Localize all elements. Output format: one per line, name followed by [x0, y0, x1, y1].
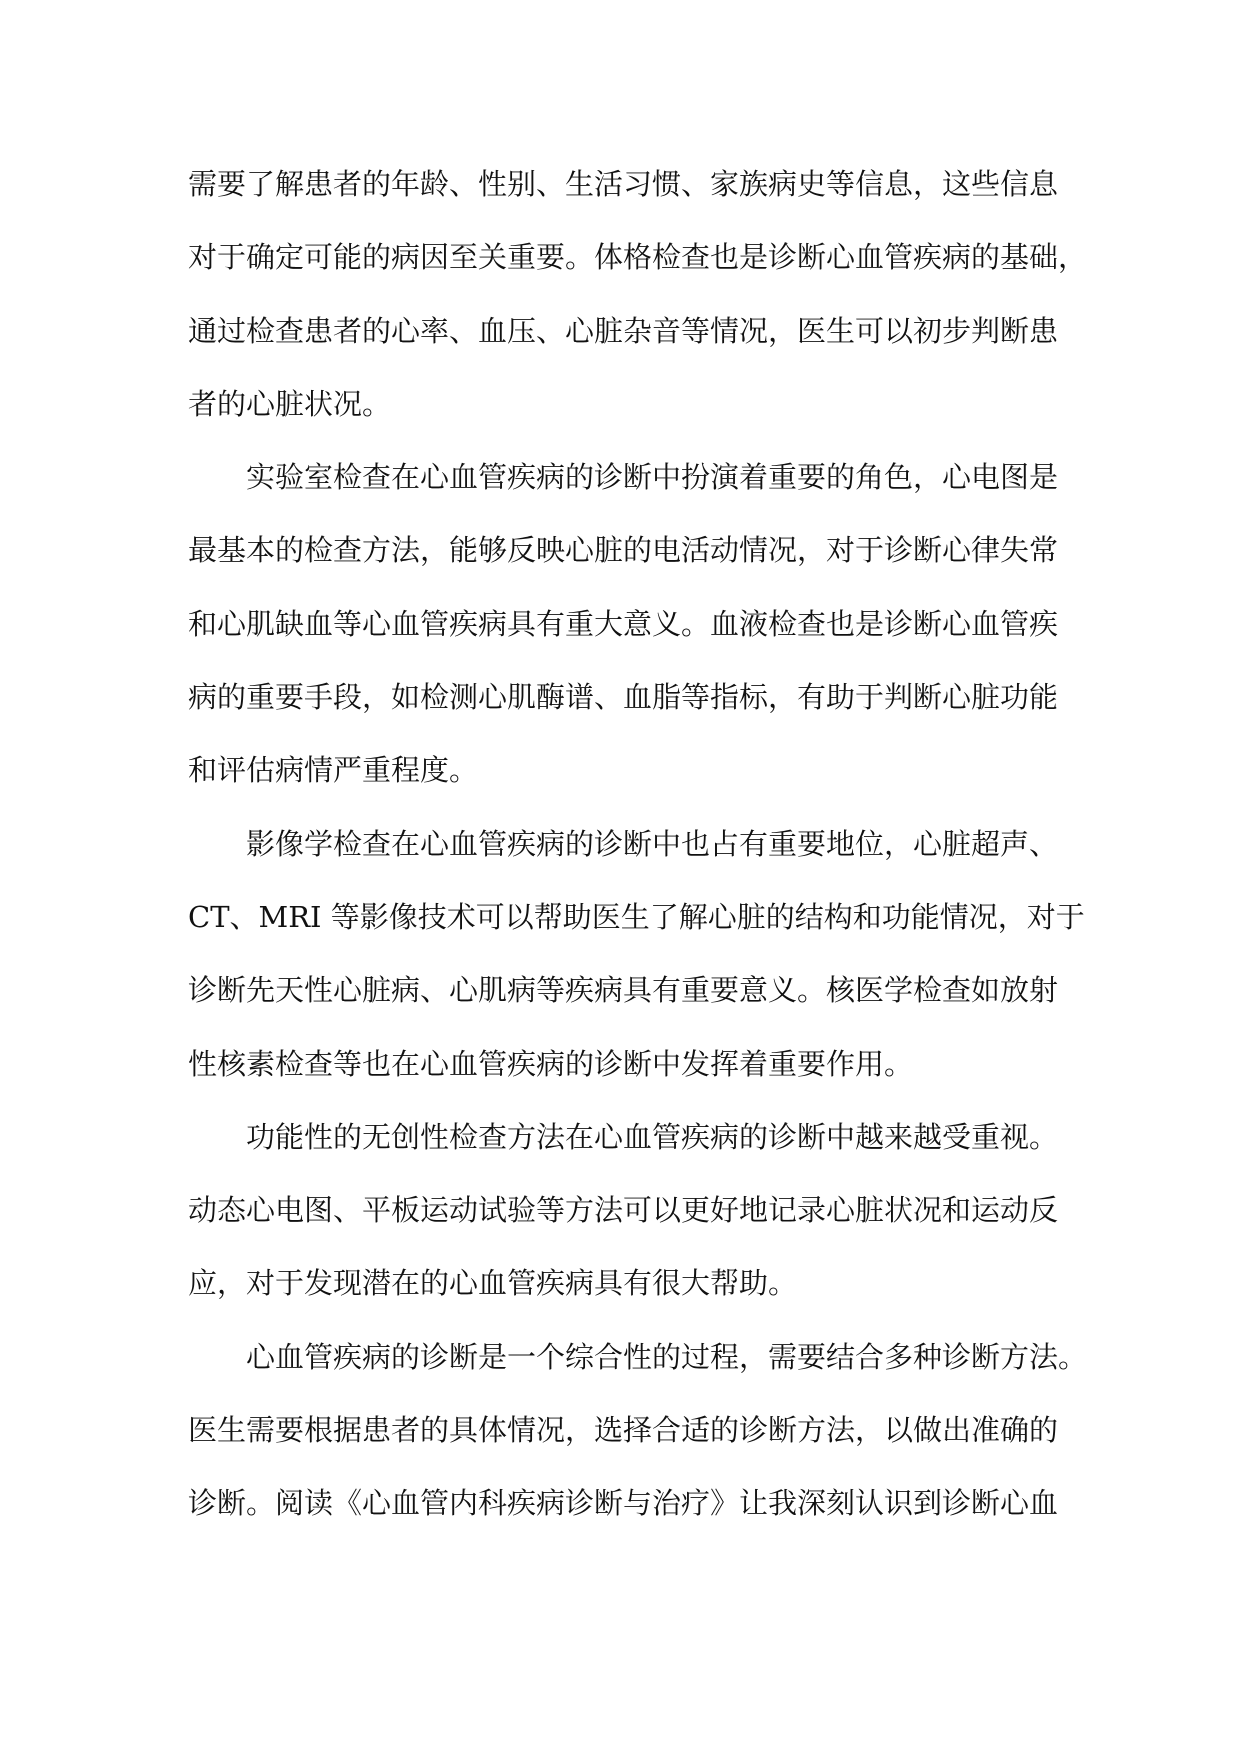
- text-line: 性核素检查等也在心血管疾病的诊断中发挥着重要作用。: [188, 1046, 914, 1081]
- text-line: 诊断。阅读《心血管内科疾病诊断与治疗》让我深刻认识到诊断心血: [188, 1486, 1059, 1521]
- text-line: 影像学检查在心血管疾病的诊断中也占有重要地位，心脏超声、: [246, 826, 1059, 861]
- body-text: [188, 148, 1088, 1541]
- text-line: 应，对于发现潜在的心血管疾病具有很大帮助。: [188, 1266, 798, 1301]
- text-line: 和评估病情严重程度。: [188, 753, 479, 788]
- text-line: 通过检查患者的心率、血压、心脏杂音等情况，医生可以初步判断患: [188, 313, 1059, 348]
- text-line: 实验室检查在心血管疾病的诊断中扮演着重要的角色，心电图是: [246, 460, 1059, 495]
- text-line: 者的心脏状况。: [188, 386, 392, 421]
- text-line: 最基本的检查方法，能够反映心脏的电活动情况，对于诊断心律失常: [188, 533, 1059, 568]
- text-line: 功能性的无创性检查方法在心血管疾病的诊断中越来越受重视。: [246, 1119, 1059, 1154]
- text-line: 动态心电图、平板运动试验等方法可以更好地记录心脏状况和运动反: [188, 1193, 1059, 1228]
- text-line: 诊断先天性心脏病、心肌病等疾病具有重要意义。核医学检查如放射: [188, 973, 1059, 1008]
- text-line: 病的重要手段，如检测心肌酶谱、血脂等指标，有助于判断心脏功能: [188, 680, 1059, 715]
- text-line: 需要了解患者的年龄、性别、生活习惯、家族病史等信息，这些信息: [188, 167, 1059, 201]
- text-line: 对于确定可能的病因至关重要。体格检查也是诊断心血管疾病的基础，: [188, 240, 1088, 275]
- text-line: CT、MRI 等影像技术可以帮助医生了解心脏的结构和功能情况，对于: [188, 899, 1085, 934]
- text-line: 和心肌缺血等心血管疾病具有重大意义。血液检查也是诊断心血管疾: [188, 606, 1059, 641]
- text-line: 医生需要根据患者的具体情况，选择合适的诊断方法，以做出准确的: [188, 1413, 1059, 1448]
- text-line: 心血管疾病的诊断是一个综合性的过程，需要结合多种诊断方法。: [246, 1339, 1088, 1374]
